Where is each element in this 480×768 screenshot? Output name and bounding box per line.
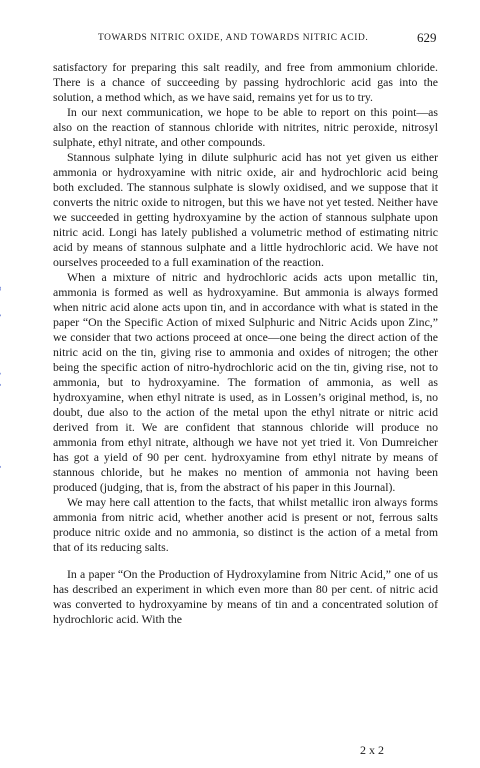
- paragraph: Stannous sulphate lying in dilute sulphuric acid has not yet given us either ammonia or hydroxyamine with nitric oxide, air and hydrochloric acid being both excluded. The stannous sulphate is slowly oxidised, and we suppose that it converts the nitric oxide to nitrogen, but this we have not yet tested. Neither have we succeeded in getting hydroxyamine by the action of stannous sulphate upon nitric acid. Longi has lately published a volumetric method of estimating nitric acid by means of stannous sulphate and a little hydrochloric acid. We have not ourselves proceeded to a full examination of the reaction.: [53, 150, 438, 269]
- page-number: 629: [417, 30, 437, 45]
- paragraph: satisfactory for preparing this salt readily, and free from ammonium chloride. There is a chance of succeeding by passing hydrochloric acid gas into the solution, a method which, as we have said, remains yet for us to try.: [53, 60, 438, 104]
- download-watermark: [0, 26, 3, 706]
- section-gap: [53, 555, 438, 567]
- running-title: TOWARDS NITRIC OXIDE, AND TOWARDS NITRIC ACID.: [98, 33, 369, 43]
- signature-mark: 2 x 2: [360, 743, 384, 757]
- paragraph: We may here call attention to the facts, that whilst metallic iron always forms ammonia from nitric acid, whether another acid is present or not, ferrous salts produce nitric oxide and no ammonia, so distinct is the action of a metal from that of its reducing salts.: [53, 495, 438, 554]
- paragraph: In a paper “On the Production of Hydroxylamine from Nitric Acid,” one of us has described an experiment in which even more than 80 per cent. of nitric acid was converted to hydroxyamine by means of tin and a concentrated solution of hydrochloric acid. With the: [53, 567, 438, 626]
- paragraph: When a mixture of nitric and hydrochloric acids acts upon metallic tin, ammonia is formed as well as hydroxyamine. But ammonia is always formed when nitric acid alone acts upon tin, and in accordance with what is stated in the paper “On the Specific Action of mixed Sulphuric and Nitric Acids upon Zinc,” we consider that two actions proceed at once—one being the direct action of the nitric acid on the tin, giving rise to ammonia and oxides of nitrogen; the other being the specific action of nitro-hydrochloric acid on the tin, giving rise, not to ammonia, but to hydroxyamine. The formation of ammonia, as well as hydroxyamine, when ethyl nitrate is used, as in Lossen’s original method, is, no doubt, due also to the action of the metal upon the ethyl nitrate or nitric acid derived from it. We are confident that stannous chloride will produce no ammonia from ethyl nitrate, although we have not yet tried it. Von Dumreicher has got a yield of 90 per cent. hydroxyamine from ethyl nitrate by means of stannous chloride, but he makes no mention of ammonia not having been produced (judging, that is, from the abstract of his paper in this Journal).: [53, 270, 438, 494]
- paragraph: In our next communication, we hope to be able to report on this point—as also on the reaction of stannous chloride with nitrites, nitric peroxide, nitrosyl sulphate, ethyl nitrate, and other compounds.: [53, 105, 438, 149]
- body-text: [53, 60, 438, 627]
